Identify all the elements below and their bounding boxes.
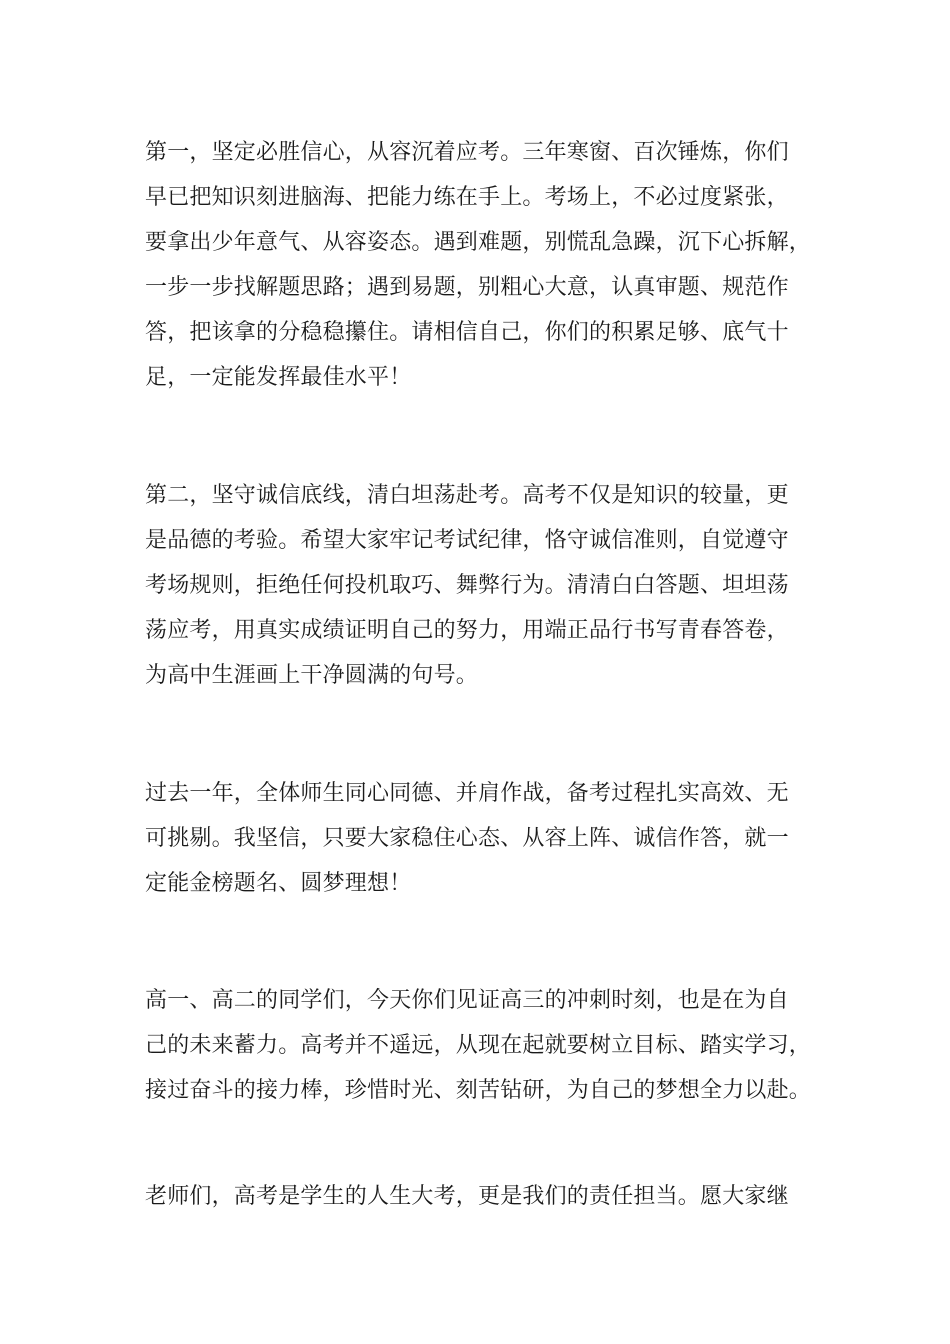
text-line: 荡应考，用真实成绩证明自己的努力，用端正品行书写青春答卷， bbox=[145, 618, 789, 643]
text-line: 过去一年，全体师生同心同德、并肩作战，备考过程扎实高效、无 bbox=[145, 781, 789, 806]
text-line: 要拿出少年意气、从容姿态。遇到难题，别慌乱急躁，沉下心拆解， bbox=[145, 230, 812, 255]
text-line: 定能金榜题名、圆梦理想！ bbox=[145, 871, 412, 896]
text-line: 答，把该拿的分稳稳攥住。请相信自己，你们的积累足够、底气十 bbox=[145, 320, 789, 345]
text-line: 早已把知识刻进脑海、把能力练在手上。考场上，不必过度紧张， bbox=[145, 185, 789, 210]
text-line: 第二，坚守诚信底线，清白坦荡赴考。高考不仅是知识的较量，更 bbox=[145, 483, 789, 508]
text-line: 可挑剔。我坚信，只要大家稳住心态、从容上阵、诚信作答，就一 bbox=[145, 826, 789, 851]
text-line: 第一，坚定必胜信心，从容沉着应考。三年寒窗、百次锤炼，你们 bbox=[145, 140, 789, 165]
text-line: 考场规则，拒绝任何投机取巧、舞弊行为。清清白白答题、坦坦荡 bbox=[145, 573, 789, 598]
text-line: 接过奋斗的接力棒，珍惜时光、刻苦钻研，为自己的梦想全力以赴。 bbox=[145, 1078, 812, 1103]
text-line: 老师们，高考是学生的人生大考，更是我们的责任担当。愿大家继 bbox=[145, 1184, 789, 1209]
text-line: 己的未来蓄力。高考并不遥远，从现在起就要树立目标、踏实学习， bbox=[145, 1033, 812, 1058]
text-line: 为高中生涯画上干净圆满的句号。 bbox=[145, 663, 479, 688]
text-line: 高一、高二的同学们，今天你们见证高三的冲刺时刻，也是在为自 bbox=[145, 988, 789, 1013]
text-line: 是品德的考验。希望大家牢记考试纪律，恪守诚信准则，自觉遵守 bbox=[145, 528, 789, 553]
text-line: 足，一定能发挥最佳水平！ bbox=[145, 365, 412, 390]
text-line: 一步一步找解题思路；遇到易题，别粗心大意，认真审题、规范作 bbox=[145, 275, 789, 300]
